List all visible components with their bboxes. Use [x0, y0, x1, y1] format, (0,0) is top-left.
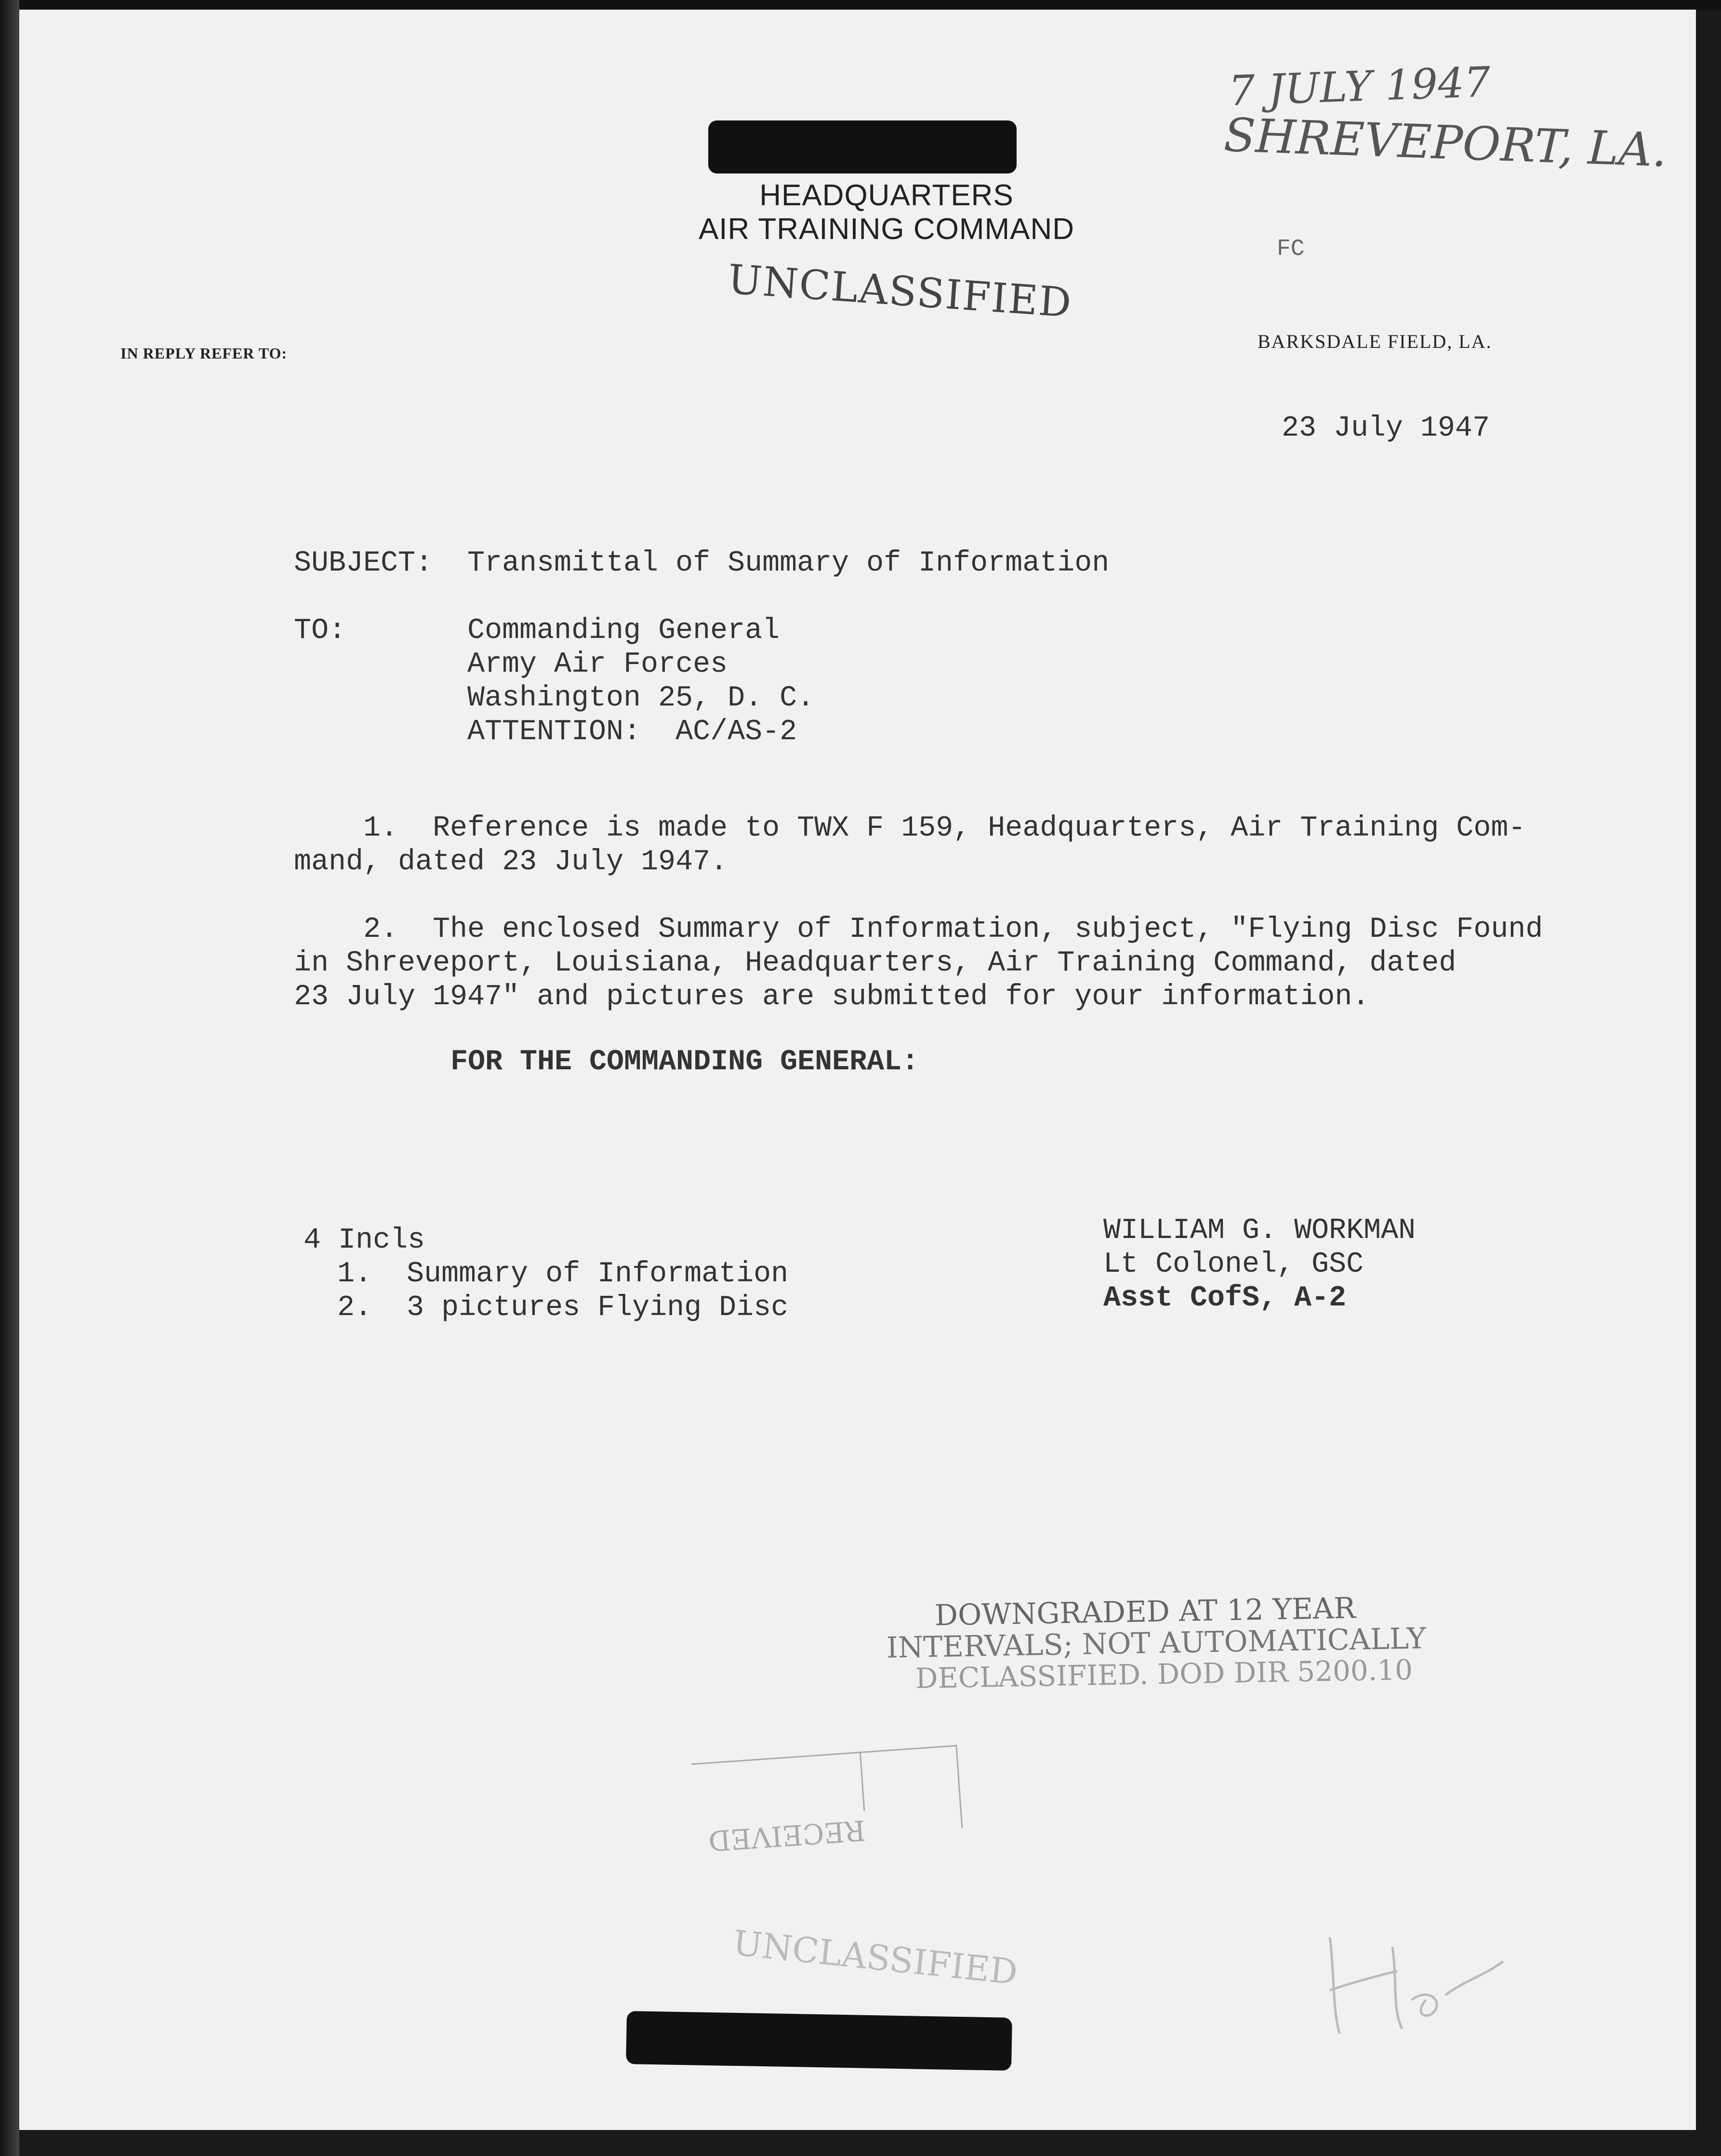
scan-edge-left: [0, 0, 19, 2156]
letter-date: 23 July 1947: [1282, 412, 1490, 445]
enclosure-item-2: 2. 3 pictures Flying Disc: [337, 1291, 789, 1324]
signature-title: Asst CofS, A-2: [1103, 1282, 1347, 1315]
paragraph-1-line-2: mand, dated 23 July 1947.: [294, 846, 728, 878]
to-line-2: Army Air Forces: [467, 648, 728, 681]
paragraph-1-line-1: 1. Reference is made to TWX F 159, Headquarters, Air Training Com-: [294, 812, 1526, 845]
location: BARKSDALE FIELD, LA.: [1258, 331, 1492, 352]
handwritten-date: 7 JULY 1947: [1228, 58, 1492, 116]
unclassified-stamp: UNCLASSIFIED: [726, 255, 1074, 327]
handwritten-initials: [1320, 1918, 1522, 2043]
downgrade-stamp-line-2: INTERVALS; NOT AUTOMATICALLY: [886, 1622, 1427, 1665]
downgrade-stamp-line-1: DOWNGRADED AT 12 YEAR: [934, 1591, 1356, 1633]
received-stamp-label: RECEIVED: [707, 1813, 867, 1858]
letterhead-line-2: AIR TRAINING COMMAND: [698, 213, 1075, 246]
office-code: FC: [1277, 236, 1305, 262]
to-line-1: Commanding General: [467, 614, 780, 647]
reply-refer-label: IN REPLY REFER TO:: [120, 345, 288, 362]
to-line-3: Washington 25, D. C.: [467, 682, 815, 715]
document-page: [19, 10, 1696, 2130]
to-label: TO:: [294, 614, 346, 647]
paragraph-2-line-1: 2. The enclosed Summary of Information, subject, "Flying Disc Found: [294, 913, 1543, 946]
closing-line: FOR THE COMMANDING GENERAL:: [450, 1046, 919, 1078]
paragraph-2-line-2: in Shreveport, Louisiana, Headquarters, Air Training Command, dated: [294, 947, 1456, 980]
enclosures-header: 4 Incls: [304, 1224, 425, 1257]
letterhead-line-1: HEADQUARTERS: [759, 179, 1014, 212]
signature-name: WILLIAM G. WORKMAN: [1103, 1214, 1416, 1247]
received-stamp-divider: [860, 1753, 865, 1811]
subject-label: SUBJECT:: [294, 547, 433, 580]
enclosure-item-1: 1. Summary of Information: [337, 1258, 789, 1291]
received-stamp-unclassified: UNCLASSIFIED: [731, 1922, 1019, 1993]
subject-text: Transmittal of Summary of Information: [467, 547, 1110, 580]
handwritten-place: SHREVEPORT, LA.: [1223, 107, 1668, 178]
scan-edge-top: [0, 0, 1721, 11]
redaction-bar-top: [708, 120, 1017, 173]
downgrade-stamp-line-3: DECLASSIFIED. DOD DIR 5200.10: [915, 1653, 1413, 1695]
signature-rank: Lt Colonel, GSC: [1103, 1248, 1364, 1281]
redaction-bar-bottom: [626, 2011, 1012, 2071]
to-line-4: ATTENTION: AC/AS-2: [467, 716, 797, 748]
paragraph-2-line-3: 23 July 1947" and pictures are submitted for your information.: [294, 981, 1370, 1013]
